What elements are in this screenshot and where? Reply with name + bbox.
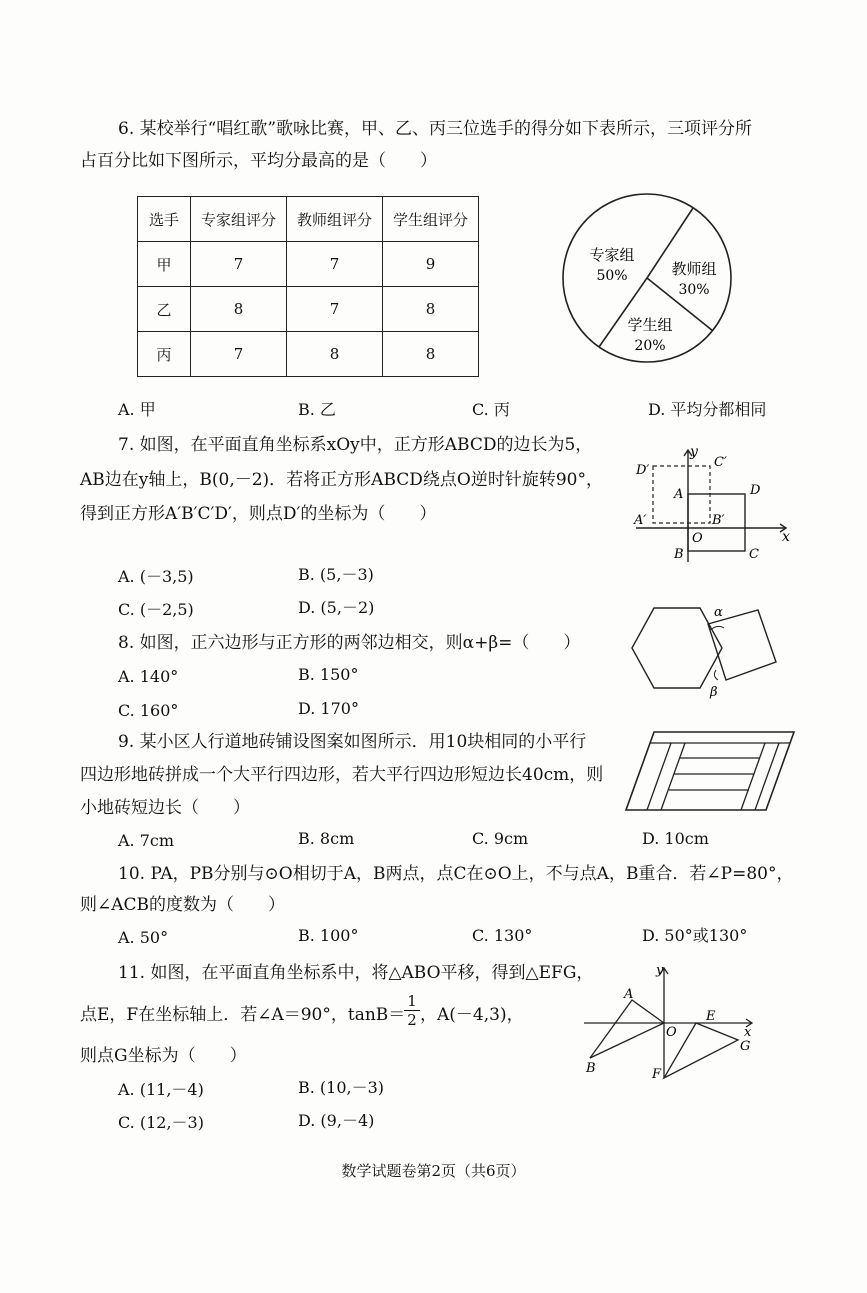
q6-option-a[interactable]: A. 甲 xyxy=(118,400,156,419)
q9-text-line1: 9. 某小区人行道地砖铺设图案如图所示．用10块相同的小平行 xyxy=(118,732,587,752)
pie-slice-label: 教师组 xyxy=(671,260,717,278)
q7-option-a[interactable]: A. (－3,5) xyxy=(118,567,194,586)
q8-option-b[interactable]: B. 150° xyxy=(298,665,359,684)
q10-option-b[interactable]: B. 100° xyxy=(298,926,359,945)
q7-coordinate-figure xyxy=(628,438,798,568)
q10-option-a[interactable]: A. 50° xyxy=(118,928,169,947)
point-label-f: F xyxy=(652,1067,662,1080)
point-label-a-prime: A′ xyxy=(634,513,647,528)
pie-slice-pct: 50% xyxy=(596,268,628,284)
point-label-d: D xyxy=(750,483,761,498)
table-header-cell: 学生组评分 xyxy=(383,197,479,242)
q11-option-a[interactable]: A. (11,－4) xyxy=(118,1080,204,1099)
q9-text-line2: 四边形地砖拼成一个大平行四边形，若大平行四边形短边长40cm，则 xyxy=(80,765,604,785)
page-footer: 数学试题卷第2页（共6页） xyxy=(341,1162,526,1180)
angle-label-alpha: α xyxy=(714,605,723,620)
point-label-b: B xyxy=(674,547,684,562)
angle-label-beta: β xyxy=(710,685,718,700)
q8-option-a[interactable]: A. 140° xyxy=(118,667,179,686)
q9-option-a[interactable]: A. 7cm xyxy=(118,831,175,850)
pie-slice-label: 学生组 xyxy=(627,316,673,334)
q11-text-line3: 则点G坐标为（ ） xyxy=(80,1046,247,1066)
q7-option-b[interactable]: B. (5,－3) xyxy=(298,565,374,584)
q8-option-d[interactable]: D. 170° xyxy=(298,699,359,718)
q6-pie-chart xyxy=(552,188,742,368)
point-label-d-prime: D′ xyxy=(636,463,650,478)
q6-score-table xyxy=(137,196,479,377)
q11-option-b[interactable]: B. (10,－3) xyxy=(298,1078,385,1097)
fraction-numerator: 1 xyxy=(407,992,417,1010)
q7-option-c[interactable]: C. (－2,5) xyxy=(118,600,194,619)
triangle-abo xyxy=(590,1000,664,1058)
q6-text-line1: 6. 某校举行“唱红歌”歌咏比赛，甲、乙、丙三位选手的得分如下表所示，三项评分所 xyxy=(118,119,753,139)
table-header-cell: 教师组评分 xyxy=(287,197,383,242)
q9-tile-parallelogram-figure xyxy=(624,726,796,816)
q10-option-d[interactable]: D. 50°或130° xyxy=(642,926,748,945)
axis-label-x: x xyxy=(782,529,790,545)
point-label-c-prime: C′ xyxy=(714,455,727,470)
q7-text-line2: AB边在y轴上，B(0,－2)．若将正方形ABCD绕点O逆时针旋转90°， xyxy=(80,470,603,490)
table-cell: 8 xyxy=(191,287,287,332)
table-cell: 8 xyxy=(383,287,479,332)
point-label-b: B xyxy=(586,1061,596,1076)
point-label-a: A xyxy=(624,987,634,1002)
q11-text-line2b: ，A(－4,3)， xyxy=(420,1005,524,1025)
q7-text-line3: 得到正方形A′B′C′D′，则点D′的坐标为（ ） xyxy=(80,504,437,524)
q9-option-d[interactable]: D. 10cm xyxy=(642,829,709,848)
q8-option-c[interactable]: C. 160° xyxy=(118,701,179,720)
regular-hexagon xyxy=(632,608,722,688)
point-label-a: A xyxy=(674,487,684,502)
q6-option-c[interactable]: C. 丙 xyxy=(472,400,510,419)
pie-slice-label: 专家组 xyxy=(589,246,635,264)
pie-divider xyxy=(599,278,647,347)
point-label-b-prime: B′ xyxy=(712,513,725,528)
q8-text-line1: 8. 如图，正六边形与正方形的两邻边相交，则α+β=（ ） xyxy=(118,633,581,653)
table-cell: 甲 xyxy=(138,242,191,287)
q10-text-line2: 则∠ACB的度数为（ ） xyxy=(80,895,286,915)
table-row xyxy=(138,332,479,377)
axis-label-y: y xyxy=(656,963,664,978)
table-cell: 7 xyxy=(287,287,383,332)
table-cell: 7 xyxy=(191,242,287,287)
q10-text-line1: 10. PA，PB分别与⊙O相切于A，B两点，点C在⊙O上，不与点A，B重合．若∠P=80°， xyxy=(118,864,794,884)
q6-option-d[interactable]: D. 平均分都相同 xyxy=(648,400,767,419)
pie-slice-pct: 20% xyxy=(634,338,666,354)
q11-text-line2a: 点E，F在坐标轴上．若∠A＝90°，tanB＝ xyxy=(80,1005,406,1025)
point-label-g: G xyxy=(740,1039,751,1054)
q11-text-line1: 11. 如图，在平面直角坐标系中，将△ABO平移，得到△EFG， xyxy=(118,963,594,983)
q11-option-c[interactable]: C. (12,－3) xyxy=(118,1113,204,1132)
table-cell: 乙 xyxy=(138,287,191,332)
table-cell: 丙 xyxy=(138,332,191,377)
point-label-o: O xyxy=(666,1025,677,1040)
q10-option-c[interactable]: C. 130° xyxy=(472,926,533,945)
fraction-denominator: 2 xyxy=(404,1010,420,1029)
q9-option-c[interactable]: C. 9cm xyxy=(472,829,529,848)
table-row xyxy=(138,287,479,332)
q8-hexagon-square-figure xyxy=(628,600,788,700)
q7-text-line1: 7. 如图，在平面直角坐标系xOy中，正方形ABCD的边长为5， xyxy=(118,435,593,455)
q7-option-d[interactable]: D. (5,－2) xyxy=(298,598,375,617)
axis-label-x: x xyxy=(744,1025,752,1040)
q9-option-b[interactable]: B. 8cm xyxy=(298,829,355,848)
table-header-cell: 选手 xyxy=(138,197,191,242)
q11-coordinate-figure xyxy=(580,960,760,1080)
pie-slice-pct: 30% xyxy=(678,282,710,298)
square xyxy=(708,610,776,680)
q11-fraction xyxy=(404,992,420,1029)
axis-label-y: y xyxy=(690,444,698,460)
q6-option-b[interactable]: B. 乙 xyxy=(298,400,336,419)
table-header-cell: 专家组评分 xyxy=(191,197,287,242)
q9-text-line3: 小地砖短边长（ ） xyxy=(80,798,250,818)
table-cell: 7 xyxy=(191,332,287,377)
table-cell: 8 xyxy=(383,332,479,377)
table-row xyxy=(138,242,479,287)
q6-text-line2: 占百分比如下图所示，平均分最高的是（ ） xyxy=(80,151,437,171)
table-cell: 7 xyxy=(287,242,383,287)
point-label-e: E xyxy=(706,1009,716,1024)
table-cell: 8 xyxy=(287,332,383,377)
point-label-o: O xyxy=(692,531,703,546)
table-header-row xyxy=(138,197,479,242)
table-cell: 9 xyxy=(383,242,479,287)
q11-option-d[interactable]: D. (9,－4) xyxy=(298,1111,375,1130)
point-label-c: C xyxy=(749,547,759,562)
